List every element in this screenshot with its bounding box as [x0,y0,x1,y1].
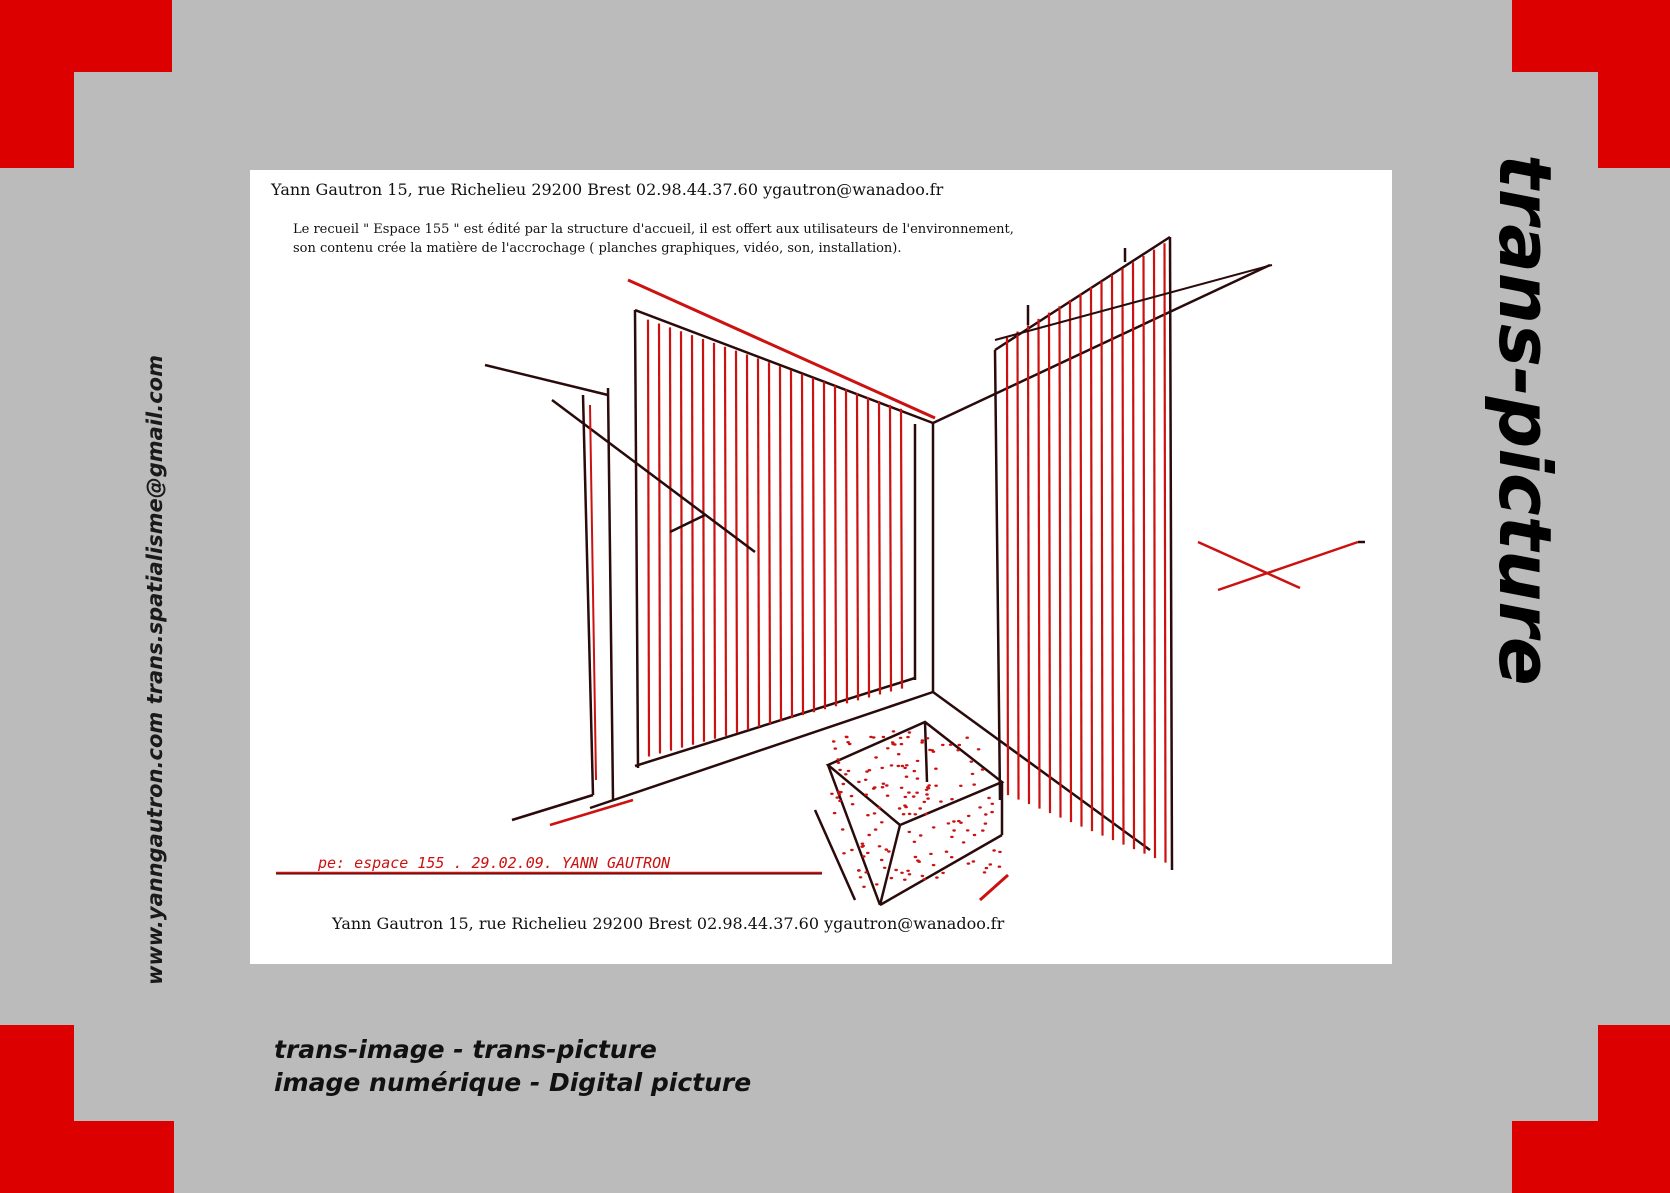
corner-bracket-top-right [1512,0,1670,168]
speckle-dot [926,797,930,799]
speckle-dot [967,862,971,864]
speckle-dot [899,737,903,739]
speckle-dot [906,870,910,872]
floating-cross [1198,542,1365,590]
speckle-dot [832,740,836,742]
speckle-dot [957,820,961,822]
speckle-dot [886,747,890,749]
speckle-dot [834,747,838,749]
speckle-dot [872,736,876,738]
speckle-dot [950,836,954,838]
speckle-dot [927,784,931,786]
speckle-dot [950,798,954,800]
speckle-dot [887,850,891,852]
left-wall-stripe [802,374,803,715]
speckle-dot [864,779,868,781]
left-wall-stripe [703,339,704,742]
speckle-dot [967,815,971,817]
left-wall-stripe [813,378,814,712]
left-wall-stripe [758,358,759,727]
speckle-dot [985,867,989,869]
left-wall-stripe [681,331,682,747]
speckle-dot [934,768,938,770]
left-wall-stripe [791,370,792,718]
speckle-dot [992,849,996,851]
speckle-dot [857,869,861,871]
corner-bracket-bottom-right [1512,1025,1670,1193]
speckle-dot [962,841,966,843]
speckle-dot [875,883,879,885]
left-wall-stripe [747,354,748,729]
right-wall-stripe [1081,294,1082,827]
speckle-dot [972,860,976,862]
speckle-dot [874,756,878,758]
speckle-dot [880,821,884,823]
speckle-dot [864,871,868,873]
speckle-dot [846,741,850,743]
right-wall-stripe [1154,250,1155,859]
left-wall-stripe [846,389,847,703]
speckle-dot [857,781,861,783]
speckle-dot [894,869,898,871]
speckle-dot [838,769,842,771]
speckle-dot [862,855,866,857]
speckle-dot [950,856,954,858]
right-wall-stripe [1060,306,1061,817]
perspective-sketch-drawing [250,170,1392,964]
speckle-dot [929,853,933,855]
left-wall-stripe [736,351,737,733]
speckle-dot [842,852,846,854]
left-wall-stripe [725,347,726,736]
speckle-dot [902,813,906,815]
speckle-dot [859,876,863,878]
left-wall-stripe [835,385,836,706]
speckle-dot [837,791,841,793]
speckle-dot [833,812,837,814]
left-wall-frame [590,310,933,808]
speckle-dot [897,765,901,767]
speckle-dot [882,783,886,785]
speckle-dot [952,829,956,831]
right-wall-stripe [1165,243,1166,862]
speckle-dot [883,867,887,869]
speckle-dot [977,748,981,750]
speckle-dot [836,758,840,760]
speckle-dot [965,737,969,739]
speckle-dot [918,807,922,809]
speckle-dot [842,783,846,785]
trans-picture-vertical-title: trans-picture [1483,154,1567,686]
speckle-dot [866,814,870,816]
speckle-dot [830,793,834,795]
left-wall-stripe [857,393,858,700]
speckle-dot [847,770,851,772]
speckle-dot [916,859,920,861]
speckle-dot [837,762,841,764]
website-email-vertical-text: www.yanngautron.com trans.spatialisme@gmail.com [143,355,167,985]
speckle-dot [913,841,917,843]
artwork-panel [250,170,1392,964]
speckle-dot [865,770,869,772]
right-wall-stripe [1039,319,1040,809]
speckle-dot [885,784,889,786]
left-wall-red-top-edge [628,280,935,418]
right-wall-stripe [1112,275,1113,840]
left-wall-stripe [648,320,649,757]
speckle-dot [998,866,1002,868]
speckle-dot [845,736,849,738]
speckle-dot [880,767,884,769]
speckle-dot [900,743,904,745]
speckle-dot [898,807,902,809]
speckle-dot [906,736,910,738]
speckle-dot [890,877,894,879]
speckle-dot [851,803,855,805]
right-wall-stripe [1123,269,1124,845]
left-wall-stripe [769,362,770,724]
left-wall-stripe [692,335,693,745]
speckle-dot [952,820,956,822]
speckle-dot [971,773,975,775]
speckle-dot [873,812,877,814]
speckle-dot [901,765,905,767]
speckle-dot [941,744,945,746]
speckle-dot [923,878,927,880]
speckle-dot [984,813,988,815]
speckle-dot [924,813,928,815]
speckle-dot [949,744,953,746]
speckle-dot [928,749,932,751]
handwritten-signature: pe: espace 155 . 29.02.09. YANN GAUTRON [318,854,671,872]
left-wall-stripe [868,397,869,697]
speckle-dot [867,834,871,836]
speckle-dot [934,785,938,787]
speckle-dot [916,777,920,779]
speckle-dot [904,796,908,798]
speckle-dot [862,886,866,888]
speckle-dot [920,741,924,743]
left-wall-stripe [659,323,660,753]
speckle-dot [984,822,988,824]
left-wall-stripe [890,405,891,692]
speckle-dot [903,804,907,806]
speckle-dot [905,764,909,766]
speckle-dot [897,753,901,755]
right-wall-stripe [1007,338,1008,795]
corner-bracket-top-left [0,0,172,168]
right-wall-stripe [1028,325,1029,804]
speckle-dot [914,813,918,815]
speckle-dot [947,822,951,824]
speckle-dot [956,749,960,751]
speckle-dot [923,801,927,803]
left-wall-stripe [670,327,671,750]
speckle-dot [913,770,917,772]
speckle-dot [900,872,904,874]
left-wall-stripe [879,401,880,695]
left-wall-stripe [780,366,781,721]
speckle-dot [907,791,911,793]
speckle-dot [998,851,1002,853]
speckle-dot [836,796,840,798]
speckle-dot [908,831,912,833]
left-wall-stripe [901,409,902,689]
left-wall-stripe [824,382,825,710]
speckle-dot [890,764,894,766]
left-wall-stripe [714,343,715,739]
speckle-dot [991,803,995,805]
right-wall-red-stripes [1007,243,1166,862]
caption-line-1: trans-image - trans-picture [274,1035,657,1064]
speckle-dot [966,829,970,831]
speckle-dot [916,760,920,762]
speckle-dot [915,792,919,794]
right-wall-stripe [1070,300,1071,822]
caption-line-2: image numérique - Digital picture [274,1068,752,1097]
speckle-dot [891,743,895,745]
right-wall-stripe [1091,287,1092,831]
speckle-dot [903,767,907,769]
speckle-dot [841,828,845,830]
speckle-dot [932,751,936,753]
speckle-dot [873,786,877,788]
speckle-dot [908,731,912,733]
artwork-description-line-2: son contenu crée la matière de l'accrochage ( planches graphiques, vidéo, son, installation). [293,241,902,256]
right-wall-stripe [1102,281,1103,836]
speckle-dot [983,871,987,873]
speckle-dot [914,856,918,858]
speckle-dot [850,849,854,851]
speckle-dot [874,828,878,830]
speckle-dot [958,744,962,746]
speckle-dot [919,834,923,836]
speckle-dot [970,761,974,763]
speckle-dot [973,834,977,836]
artwork-description-line-1: Le recueil " Espace 155 " est édité par la structure d'accueil, il est offert aux utilisateurs de l'environnement, [293,222,1014,237]
speckle-dot [925,793,929,795]
speckle-dot [861,843,865,845]
speckle-dot [926,737,930,739]
speckle-dot [878,845,882,847]
speckle-dot [932,826,936,828]
speckle-dot [908,873,912,875]
speckle-dot [838,800,842,802]
right-wall-stripe [1144,256,1145,854]
speckle-dot [866,852,870,854]
corner-bracket-bottom-left [0,1025,174,1193]
speckle-dot [886,795,890,797]
speckle-dot [905,776,909,778]
speckle-dot [878,807,882,809]
speckle-dot [941,872,945,874]
speckle-dot [880,859,884,861]
right-wall-stripe [1133,262,1134,849]
speckle-dot [864,794,868,796]
speckle-dot [935,876,939,878]
speckle-dot [838,793,842,795]
artwork-footer-address: Yann Gautron 15, rue Richelieu 29200 Brest 02.98.44.37.60 ygautron@wanadoo.fr [332,914,1005,933]
speckle-dot [959,785,963,787]
speckle-dot [978,806,982,808]
speckle-dot [912,795,916,797]
speckle-dot [981,768,985,770]
speckle-dot [908,813,912,815]
speckle-dot [990,811,994,813]
speckle-dot [903,879,907,881]
speckle-dot [900,787,904,789]
speckle-dot [881,786,885,788]
speckle-dot [850,795,854,797]
bottom-caption [274,1033,751,1099]
speckle-dot [972,783,976,785]
box-red-shadow [980,875,1008,900]
speckle-dot [945,851,949,853]
speckle-dot [882,736,886,738]
right-wall-stripe [1018,332,1019,800]
right-wall-stripe [1049,313,1050,814]
artwork-header-address: Yann Gautron 15, rue Richelieu 29200 Brest 02.98.44.37.60 ygautron@wanadoo.fr [271,180,944,199]
speckle-dot [981,829,985,831]
speckle-dot [987,797,991,799]
speckle-dot [892,730,896,732]
speckle-dot [844,773,848,775]
speckle-dot [885,848,889,850]
speckle-dot [861,845,865,847]
speckle-dot [921,875,925,877]
speckle-dot [932,864,936,866]
speckle-dot [939,800,943,802]
speckle-dot [989,863,993,865]
